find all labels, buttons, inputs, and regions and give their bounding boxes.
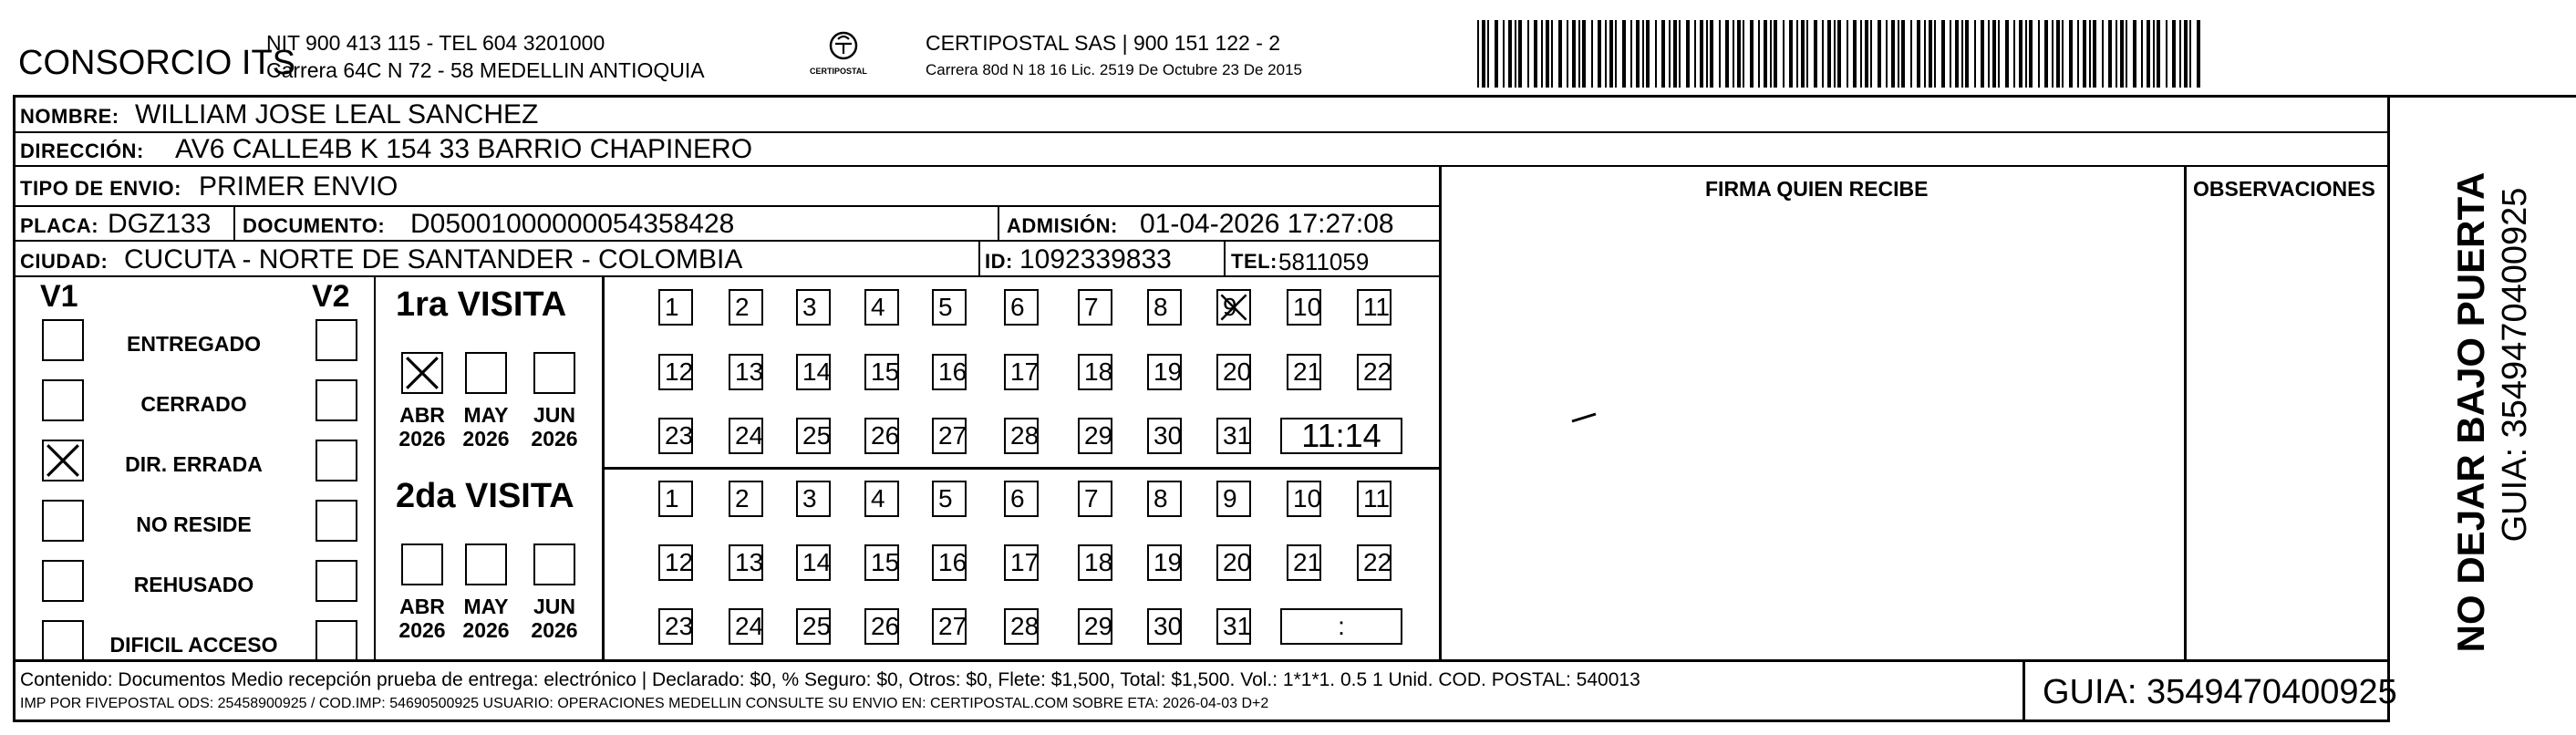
second-day-box[interactable]: 28 [1004,608,1039,645]
direccion-label: DIRECCIÓN: [20,140,144,162]
first-visit-title: 1ra VISITA [396,285,567,324]
first-day-box[interactable]: 28 [1004,418,1039,454]
ciudad-label: CIUDAD: [20,250,109,273]
direccion-value: AV6 CALLE4B K 154 33 BARRIO CHAPINERO [175,134,753,164]
second-day-box[interactable]: 29 [1078,608,1112,645]
second-day-box[interactable]: 13 [729,544,763,581]
first-day-box[interactable]: 2 [729,289,763,326]
footer-content: Contenido: Documentos Medio recepción prueba de entrega: electrónico | Declarado: $0, % Seguro: $0, Otros: $0, Flete: $1,500, Total: $1,500. Vol.: 1*1*1. 0.5 1 Unid. COD. POSTAL: 540013 [20,669,1640,690]
admision-value: 01-04-2026 17:27:08 [1140,209,1394,239]
ciudad-value: CUCUTA - NORTE DE SANTANDER - COLOMBIA [124,244,743,274]
admision-label: ADMISIÓN: [1007,214,1118,237]
second-year-label: 2026 [462,618,510,642]
first-time-box[interactable]: 11:14 [1280,418,1402,454]
id-label: ID: [985,250,1013,273]
first-day-box[interactable]: 21 [1287,354,1321,390]
v2-checkbox[interactable] [316,500,357,542]
status-label: REHUSADO [133,573,254,596]
first-day-box[interactable]: 14 [796,354,831,390]
first-year-label: 2026 [398,427,446,450]
side-guia: GUIA: 3549470400925 [2496,187,2534,543]
first-day-box[interactable]: 4 [864,289,899,326]
first-month-jun-checkbox[interactable] [533,352,575,394]
second-day-box[interactable]: 16 [932,544,967,581]
first-month-abr-checkbox[interactable] [401,352,443,394]
second-day-box[interactable]: 6 [1004,481,1039,517]
first-day-box[interactable]: 17 [1004,354,1039,390]
second-day-box[interactable]: 26 [864,608,899,645]
v2-label: V2 [312,279,350,314]
nombre-label: NOMBRE: [20,105,119,128]
first-day-box[interactable]: 12 [658,354,693,390]
tel-value: 5811059 [1278,248,1370,275]
first-day-box[interactable]: 11 [1357,289,1391,326]
first-day-box[interactable]: 8 [1147,289,1182,326]
status-label: DIFICIL ACCESO [109,633,278,657]
first-day-box[interactable]: 27 [932,418,967,454]
second-month-label: JUN [533,595,575,618]
second-day-box[interactable]: 4 [864,481,899,517]
second-day-box[interactable]: 9 [1216,481,1251,517]
second-day-box[interactable]: 19 [1147,544,1182,581]
second-month-label: MAY [463,595,509,618]
second-day-box[interactable]: 31 [1216,608,1251,645]
v2-checkbox[interactable] [316,319,357,361]
tipo-envio-label: TIPO DE ENVIO: [20,177,181,200]
second-visit-title: 2da VISITA [396,477,574,515]
first-day-box[interactable]: 22 [1357,354,1391,390]
second-day-box[interactable]: 2 [729,481,763,517]
first-year-label: 2026 [462,427,510,450]
second-day-box[interactable]: 3 [796,481,831,517]
documento-value: D05001000000054358428 [410,209,735,239]
first-day-box[interactable]: 24 [729,418,763,454]
first-month-may-checkbox[interactable] [465,352,507,394]
first-day-box[interactable]: 15 [864,354,899,390]
documento-label: DOCUMENTO: [243,214,386,237]
barcode [1477,20,2207,88]
tipo-envio-value: PRIMER ENVIO [199,171,398,202]
second-year-label: 2026 [531,618,578,642]
second-day-box[interactable]: 10 [1287,481,1321,517]
tel-label: TEL: [1231,250,1278,273]
first-day-box[interactable]: 3 [796,289,831,326]
second-day-box[interactable]: 8 [1147,481,1182,517]
first-month-label: ABR [399,403,445,427]
first-day-box[interactable]: 23 [658,418,693,454]
second-year-label: 2026 [398,618,446,642]
footer-guia: GUIA: 3549470400925 [2043,673,2397,711]
pen-mark [1568,409,1605,427]
first-day-box[interactable]: 16 [932,354,967,390]
first-day-box[interactable]: 26 [864,418,899,454]
second-day-box[interactable]: 5 [932,481,967,517]
second-month-abr-checkbox[interactable] [401,543,443,585]
second-day-box[interactable]: 15 [864,544,899,581]
status-label: CERRADO [140,392,247,416]
second-month-may-checkbox[interactable] [465,543,507,585]
observaciones-label: OBSERVACIONES [2193,177,2375,201]
no-dejar-bajo-puerta: NO DEJAR BAJO PUERTA [2449,171,2492,653]
v1-label: V1 [40,279,78,314]
second-month-label: ABR [399,595,445,618]
first-day-box[interactable]: 13 [729,354,763,390]
id-value: 1092339833 [1019,244,1172,274]
status-label: NO RESIDE [136,512,252,536]
firma-label: FIRMA QUIEN RECIBE [1705,177,1929,201]
second-month-jun-checkbox[interactable] [533,543,575,585]
first-month-label: MAY [463,403,509,427]
first-day-box[interactable]: 30 [1147,418,1182,454]
second-day-box[interactable]: 7 [1078,481,1112,517]
company-nit: NIT 900 413 115 - TEL 604 3201000 [266,31,605,55]
v2-checkbox[interactable] [316,440,357,481]
second-day-box[interactable]: 11 [1357,481,1391,517]
second-day-box[interactable]: 22 [1357,544,1391,581]
placa-label: PLACA: [20,214,99,237]
second-day-box[interactable]: 27 [932,608,967,645]
check-mark [1218,291,1249,324]
first-day-box[interactable]: 29 [1078,418,1112,454]
company-name: CONSORCIO ITS [18,44,296,82]
certipostal-logo: CERTIPOSTAL [802,27,885,82]
company-address: Carrera 64C N 72 - 58 MEDELLIN ANTIOQUIA [266,58,705,82]
first-month-label: JUN [533,403,575,427]
second-day-box[interactable]: 12 [658,544,693,581]
second-day-box[interactable]: 17 [1004,544,1039,581]
first-day-box[interactable]: 18 [1078,354,1112,390]
first-day-box[interactable]: 25 [796,418,831,454]
second-day-box[interactable]: 20 [1216,544,1251,581]
first-day-box[interactable]: 6 [1004,289,1039,326]
status-label: DIR. ERRADA [125,452,263,476]
first-day-box[interactable]: 9 [1216,289,1251,326]
v2-checkbox[interactable] [316,560,357,602]
courier-name: CERTIPOSTAL SAS | 900 151 122 - 2 [926,31,1281,55]
v2-checkbox[interactable] [316,620,357,662]
first-day-box[interactable]: 1 [658,289,693,326]
second-day-box[interactable]: 14 [796,544,831,581]
second-day-box[interactable]: 23 [658,608,693,645]
first-day-box[interactable]: 20 [1216,354,1251,390]
placa-value: DGZ133 [108,209,212,239]
second-day-box[interactable]: 21 [1287,544,1321,581]
second-time-box[interactable]: : [1280,608,1402,645]
nombre-value: WILLIAM JOSE LEAL SANCHEZ [135,99,539,129]
first-day-box[interactable]: 19 [1147,354,1182,390]
first-day-box[interactable]: 31 [1216,418,1251,454]
first-day-box[interactable]: 10 [1287,289,1321,326]
v2-checkbox[interactable] [316,379,357,421]
footer-print-info: IMP POR FIVEPOSTAL ODS: 25458900925 / COD.IMP: 54690500925 USUARIO: OPERACIONES MEDELLIN CONSULTE SU ENVIO EN: CERTIPOSTAL.COM SOBRE ETA: 2026-04-03 D+2 [20,696,1269,711]
first-day-box[interactable]: 7 [1078,289,1112,326]
status-label: ENTREGADO [127,332,261,356]
second-day-box[interactable]: 1 [658,481,693,517]
second-day-box[interactable]: 18 [1078,544,1112,581]
first-day-box[interactable]: 5 [932,289,967,326]
first-year-label: 2026 [531,427,578,450]
second-day-box[interactable]: 30 [1147,608,1182,645]
second-day-box[interactable]: 25 [796,608,831,645]
second-day-box[interactable]: 24 [729,608,763,645]
courier-license: Carrera 80d N 18 16 Lic. 2519 De Octubre 23 De 2015 [926,61,1302,78]
